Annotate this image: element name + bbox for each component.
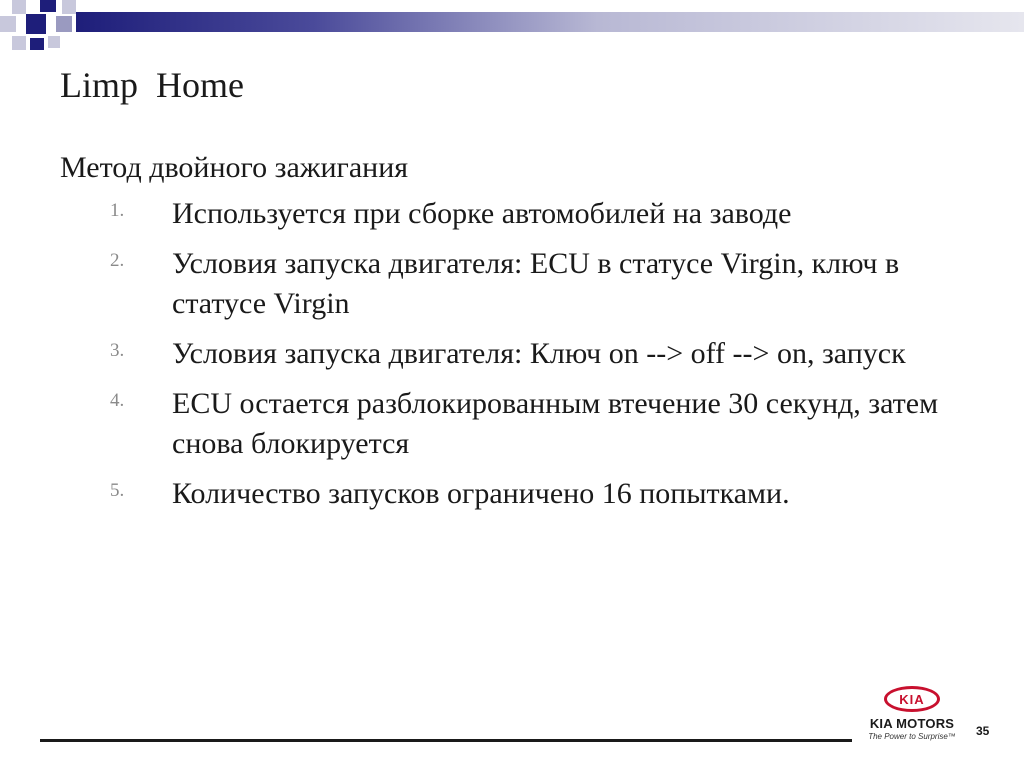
item-number: 4.	[110, 390, 125, 411]
deco-square	[0, 16, 16, 32]
item-text: ECU остается разблокированным втечение 30 секунд, затем снова блокируется	[172, 387, 939, 460]
slide-title: Limp Home	[60, 65, 244, 105]
kia-logo	[862, 686, 962, 746]
slide-body	[60, 150, 980, 524]
kia-emblem-icon	[884, 686, 940, 712]
deco-square	[56, 16, 72, 32]
page-number: 35	[976, 724, 990, 738]
deco-square	[12, 0, 26, 14]
list-item	[60, 474, 980, 514]
item-text: Условия запуска двигателя: ECU в статусе Virgin, ключ в статусе Virgin	[172, 247, 900, 320]
brand-tagline: The Power to Surprise™	[868, 732, 956, 741]
header-decoration	[0, 0, 1024, 60]
item-text: Условия запуска двигателя: Ключ on --> off --> on, запуск	[172, 337, 906, 370]
header-gradient-bar	[76, 12, 1024, 32]
list-item	[60, 244, 980, 324]
item-text: Используется при сборке автомобилей на заводе	[172, 197, 792, 230]
deco-square	[30, 38, 44, 50]
deco-square	[40, 0, 56, 12]
item-number: 3.	[110, 340, 125, 361]
lead-text: Метод двойного зажигания	[60, 151, 409, 184]
list-item	[60, 384, 980, 464]
item-text: Количество запусков ограничено 16 попытками.	[172, 477, 790, 510]
item-number: 5.	[110, 480, 125, 501]
brand-name: KIA MOTORS	[869, 716, 955, 731]
footer-rule	[40, 739, 852, 742]
deco-square	[62, 0, 76, 14]
deco-square	[12, 36, 26, 50]
list-item	[60, 334, 980, 374]
numbered-list	[60, 194, 980, 514]
list-item	[60, 194, 980, 234]
emblem-text: KIA	[899, 691, 925, 707]
deco-square	[48, 36, 60, 48]
item-number: 2.	[110, 250, 125, 271]
deco-square	[26, 14, 46, 34]
item-number: 1.	[110, 200, 125, 221]
